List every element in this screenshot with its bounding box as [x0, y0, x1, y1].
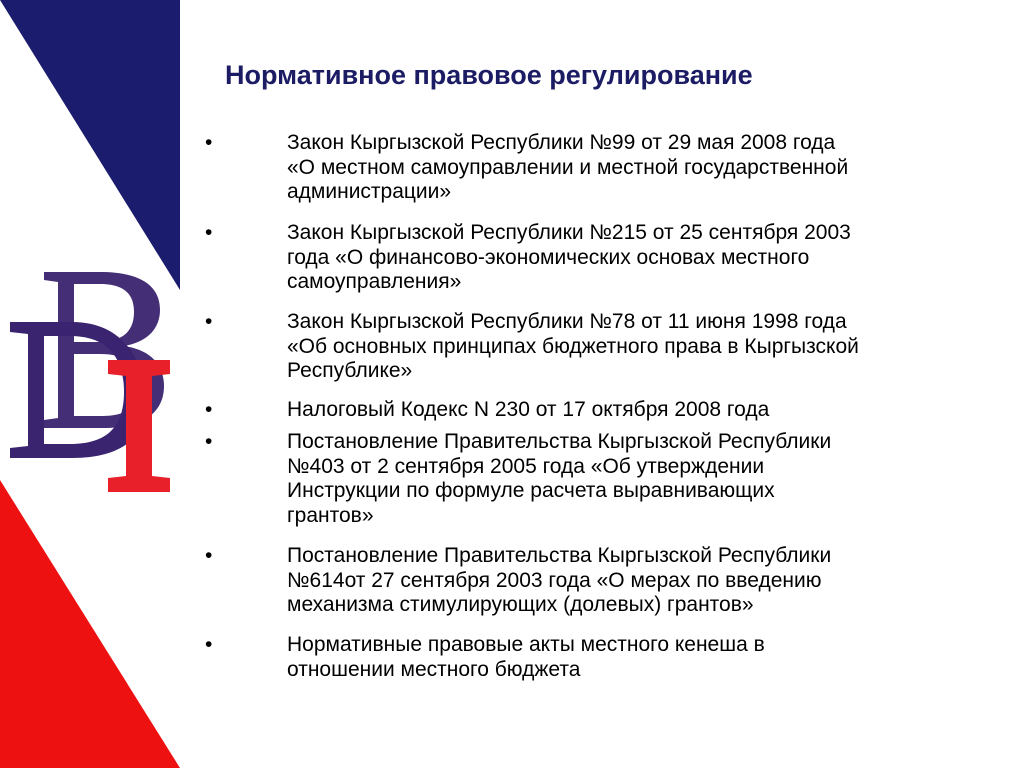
text-line: №403 от 2 сентября 2005 года «Об утверждении — [287, 454, 765, 478]
list-item-text — [287, 430, 1002, 528]
text-line: администрации» — [287, 180, 452, 203]
list-item-text — [287, 398, 1002, 423]
text-line: Постановление Правительства Кыргызской Республики — [287, 544, 832, 567]
text-line: «Об основных принципах бюджетного права в Кыргызской — [287, 334, 859, 358]
text-line: Нормативные правовые акты местного кенеша в — [287, 633, 765, 656]
text-line: Закон Кыргызской Республики №215 от 25 сентября 2003 — [287, 221, 851, 244]
bullet-icon: • — [205, 310, 213, 333]
list-item-text — [287, 544, 1002, 618]
red-triangle — [0, 480, 180, 768]
text-line: Закон Кыргызской Республики №78 от 11 июня 1998 года — [287, 310, 847, 333]
bullet-icon: • — [205, 544, 213, 567]
bdi-monogram-logo — [4, 262, 180, 502]
bullet-icon: • — [205, 131, 213, 154]
list-item-text — [287, 633, 1002, 682]
blue-triangle — [0, 0, 180, 290]
bullet-icon: • — [205, 221, 213, 244]
list-item-text — [287, 131, 1002, 205]
list-item-text — [287, 310, 1002, 384]
list-item-text — [287, 221, 1002, 295]
text-line: Республике» — [287, 359, 413, 382]
text-line: самоуправления» — [287, 270, 462, 293]
text-line: Налоговый Кодекс N 230 от 17 октября 2008 года — [287, 398, 770, 421]
text-line: Закон Кыргызской Республики №99 от 29 мая 2008 года — [287, 131, 836, 154]
text-line: «О местном самоуправлении и местной государственной — [287, 155, 849, 179]
text-line: Постановление Правительства Кыргызской Республики — [287, 430, 832, 453]
text-line: отношении местного бюджета — [287, 657, 581, 681]
text-line: механизма стимулирующих (долевых) грантов» — [287, 593, 754, 616]
slide-title: Нормативное правовое регулирование — [225, 60, 753, 90]
bullet-icon: • — [205, 430, 213, 453]
text-line: №614от 27 сентября 2003 года «О мерах по введению — [287, 568, 822, 592]
text-line: Инструкции по формуле расчета выравнивающих — [287, 479, 775, 502]
text-line: грантов» — [287, 503, 374, 527]
text-line: года «О финансово-экономических основах местного — [287, 245, 810, 269]
bullet-icon: • — [205, 398, 213, 421]
bullet-icon: • — [205, 633, 213, 656]
